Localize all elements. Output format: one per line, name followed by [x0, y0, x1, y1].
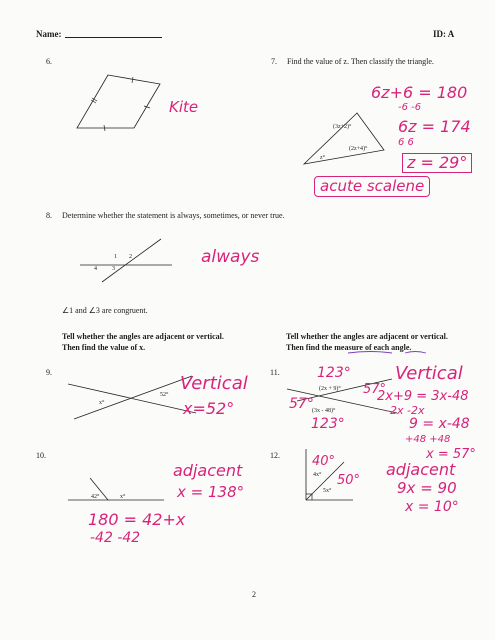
problem-7-prompt: Find the value of z. Then classify the triangle.: [287, 57, 434, 66]
p7-angle-right: (2z+4)°: [349, 146, 368, 152]
p10-angle-42: 42°: [91, 494, 100, 500]
p12-hw-50: 50°: [337, 473, 361, 488]
p8-angle-2-label: 2: [129, 254, 132, 260]
id-label: ID: A: [433, 29, 455, 39]
p12-work-line-1: 9x = 90: [397, 479, 457, 497]
p7-answer-z: z = 29°: [402, 153, 472, 173]
p12-hw-40: 40°: [312, 454, 336, 469]
p12-work-line-2: x = 10°: [405, 499, 459, 515]
p9-angle-x: x°: [99, 400, 105, 406]
p11-hw-57-right: 57°: [363, 382, 387, 397]
p7-work-line-4: 6 6: [398, 137, 414, 148]
problem-10-answer-type: adjacent: [173, 461, 243, 480]
right-instruction-line-2: Then find the measure of each angle.: [286, 343, 412, 352]
p10-angle-x: x°: [120, 494, 126, 500]
problem-11-number: 11.: [270, 368, 280, 377]
p11-hw-57-left: 57°: [289, 396, 314, 412]
p11-hw-123-top: 123°: [317, 365, 351, 381]
p12-angle-top: 4x°: [313, 472, 322, 478]
p12-angle-bottom: 5x°: [323, 488, 332, 494]
p7-work-line-1: 6z+6 = 180: [371, 83, 468, 102]
p11-work-line-2: -2x -2x: [386, 404, 425, 417]
problem-12-number: 12.: [270, 451, 280, 460]
problem-8-number: 8.: [46, 211, 52, 220]
right-instruction-line-1: Tell whether the angles are adjacent or vertical.: [286, 332, 448, 341]
problem-6-answer: Kite: [169, 98, 199, 116]
p11-angle-top: (2x + 9)°: [319, 386, 341, 392]
left-instruction-line-2: Then find the value of x.: [62, 343, 146, 352]
p11-work-line-1: 2x+9 = 3x-48: [377, 389, 469, 404]
problem-10-number: 10.: [36, 451, 46, 460]
p11-angle-bottom: (3x - 48)°: [312, 408, 336, 414]
problem-9-number: 9.: [46, 368, 52, 377]
p8-angle-3-label: 3: [112, 266, 115, 272]
problem-8-answer: always: [201, 247, 260, 267]
problem-6-number: 6.: [46, 57, 52, 66]
problem-10-answer-value: x = 138°: [177, 483, 245, 501]
problem-8-prompt: Determine whether the statement is always, sometimes, or never true.: [62, 211, 285, 220]
p7-work-line-3: 6z = 174: [398, 117, 471, 136]
name-label: Name:: [36, 29, 62, 39]
p10-work-line-1: 180 = 42+x: [88, 510, 186, 529]
problem-8-statement: ∠1 and ∠3 are congruent.: [62, 306, 148, 315]
p9-angle-52: 52°: [160, 392, 169, 398]
p7-work-line-2: -6 -6: [398, 102, 422, 113]
problem-12-answer-type: adjacent: [386, 460, 456, 479]
p11-work-line-5: x = 57°: [426, 447, 476, 462]
problem-7-number: 7.: [271, 57, 277, 66]
p11-hw-123-bottom: 123°: [311, 416, 345, 432]
p7-angle-left: z°: [320, 155, 326, 161]
problem-11-answer-type: Vertical: [395, 363, 463, 384]
p10-work-line-2: -42 -42: [90, 530, 141, 546]
p8-angle-1-label: 1: [114, 254, 117, 260]
problem-9-answer-type: Vertical: [180, 373, 248, 394]
page-number: 2: [252, 590, 256, 599]
p11-work-line-3: 9 = x-48: [409, 416, 470, 432]
problem-9-answer-value: x=52°: [183, 399, 235, 418]
p7-angle-top: (3z+2)°: [333, 124, 352, 130]
p11-work-line-4: +48 +48: [405, 434, 451, 445]
problem-7-answer: acute scalene: [314, 176, 430, 197]
p8-angle-4-label: 4: [94, 266, 97, 272]
left-instruction-line-1: Tell whether the angles are adjacent or vertical.: [62, 332, 224, 341]
